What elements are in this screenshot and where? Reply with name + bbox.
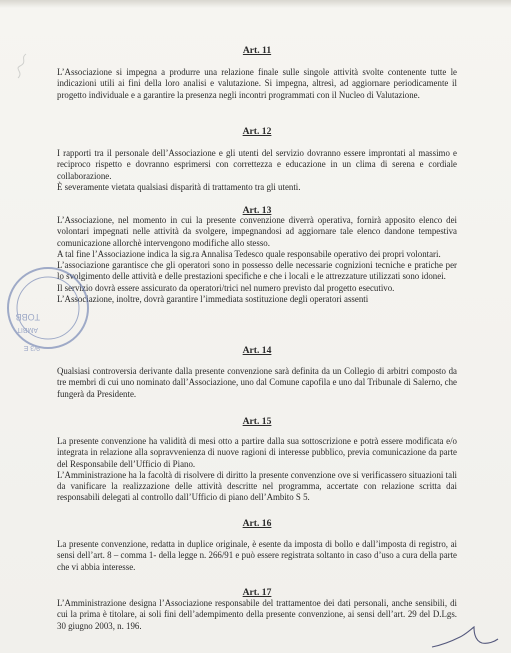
svg-text:9/3 E: 9/3 E [23, 344, 40, 351]
article-14-text [57, 366, 457, 400]
article-16-title: Art. 16 [242, 518, 272, 529]
article-13-paragraph-4: Il servizio dovrà essere assicurato da operatori/trici nel numero previsto dal progetto esecutivo. [57, 282, 395, 293]
article-11-title: Art. 11 [242, 45, 272, 56]
article-12-paragraph-1: I rapporti tra il personale dell’Associazione e gli utenti del servizio dovranno essere improntati al massimo e reciproco rispetto e dovranno esprimersi con correttezza e educazione in un clima di serena e cordiale collaborazione. [57, 148, 457, 181]
article-17-paragraph-1: L’Amministrazione designa l’Associazione responsabile del trattamentoe dei dati personali, anche sensibili, di cui la prima è titolare, ai soli fini dell’adempimento della presente convenzione, ai sensi dell’art. 29 del D.Lgs. 30 giugno 2003, n. 196. [57, 598, 457, 631]
svg-text:TOBB: TOBB [15, 312, 40, 322]
article-14-paragraph-1: Qualsiasi controversia derivante dalla presente convenzione sarà definita da un Collegio di arbitri composto da tre membri di cui uno nominato dall’Associazione, uno dal Comune capofila e uno dal Tribunale di Salerno, che fungerà da Presidente. [57, 366, 457, 399]
official-stamp [2, 262, 94, 354]
svg-text:AMBIT: AMBIT [16, 326, 38, 333]
scan-edge [0, 0, 511, 8]
article-12-paragraph-2: È severamente vietata qualsiasi disparità di trattamento tra gli utenti. [57, 181, 301, 192]
article-13-paragraph-5: L’Associazione, inoltre, dovrà garantire l’immediata sostituzione degli operatori assenti [57, 294, 369, 305]
article-13-paragraph-3: L’associazione garantisce che gli operatori sono in possesso delle necessarie cognizioni tecniche e pratiche per lo svolgimento delle attività e delle prestazioni specifiche e che i locali e le attrezzature utilizzati sono idonei. [57, 260, 457, 282]
article-14-title: Art. 14 [242, 345, 272, 356]
signature-scribble [430, 625, 500, 650]
article-15-title: Art. 15 [242, 416, 272, 427]
article-17-title: Art. 17 [242, 587, 272, 598]
article-13-paragraph-2: A tal fine l’Associazione indica la sig.ra Annalisa Tedesco quale responsabile operativo dei propri volontari. [57, 248, 441, 259]
article-11-text [57, 67, 457, 101]
article-16-paragraph-1: La presente convenzione, redatta in duplice originale, è esente da imposta di bollo e dall’imposta di registro, ai sensi dell’art. 8 – comma 1- della legge n. 266/91 e può essere registrata soltanto in caso d’uso a cura della parte che vi abbia interesse. [57, 539, 457, 572]
article-13-paragraph-1: L’Associazione, nel momento in cui la presente convenzione diverrà operativa, fornirà apposito elenco dei volontari impegnati nelle attività da svolgere, impegnandosi ad aggiornare tale elenco dandone tempestiva comunicazione allorchè intervengono modifiche allo stesso. [57, 215, 457, 248]
article-16-text [57, 539, 457, 573]
article-15-paragraph-2: L’Amministrazione ha la facoltà di risolvere di diritto la presente convenzione ove si verificassero situazioni tali da vanificare la realizzazione delle attività descritte nel programma, accertate con relazione scritta dai responsabili delegati al controllo dall’Ufficio di piano dell’Ambito S 5. [57, 469, 457, 503]
article-17-text [57, 598, 457, 632]
article-13-text [57, 215, 457, 305]
article-12-title: Art. 12 [242, 126, 272, 137]
article-15-paragraph-1: La presente convenzione ha validità di mesi otto a partire dalla sua sottoscrizione e potrà essere modificata e/o integrata in relazione alla sopravvenienza di nuove ragioni di interesse pubblico, previa comunicazione da parte del Responsabile dell’Ufficio di Piano. [57, 436, 457, 469]
article-11-paragraph-1: L’Associazione si impegna a produrre una relazione finale sulle singole attività svolte contenente tutte le indicazioni utili ai fini della loro analisi e valutazione. Si impegna, altresì, ad aggiornare periodicamente il progetto individuale e a garantire la presenza negli incontri programmati con il Nucleo di Valutazione. [57, 67, 457, 100]
article-13-title: Art. 13 [242, 205, 272, 216]
article-15-text [57, 436, 457, 504]
article-12-text [57, 148, 457, 193]
margin-mark-icon [12, 52, 32, 82]
